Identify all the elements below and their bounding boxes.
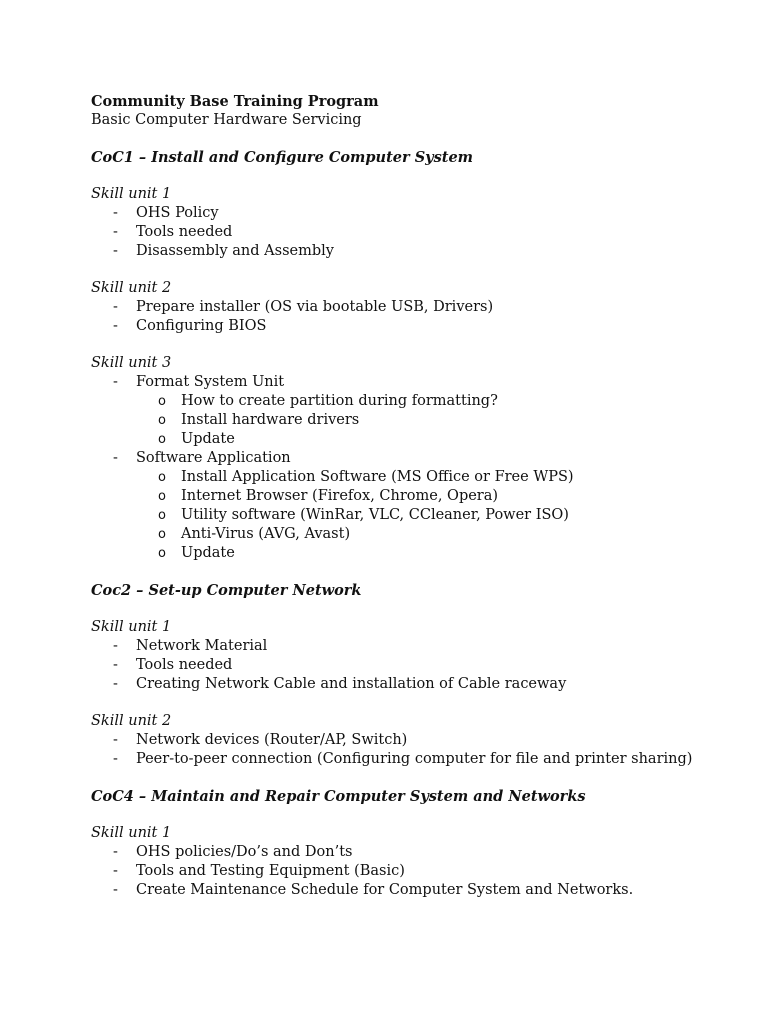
- list-item-text: Network devices (Router/AP, Switch): [136, 732, 408, 748]
- circle-bullet-icon: o: [158, 470, 166, 485]
- sub-list-item-text: Anti-Virus (AVG, Avast): [181, 526, 351, 542]
- dash-bullet-icon: -: [113, 299, 118, 315]
- list-item-text: Tools needed: [136, 224, 233, 240]
- list-item: [91, 843, 711, 862]
- sub-list-item-text: Install hardware drivers: [181, 412, 360, 428]
- document-subtitle: Basic Computer Hardware Servicing: [91, 112, 362, 128]
- sub-list-item: [136, 468, 711, 487]
- list-item: [91, 204, 711, 223]
- list-item-text: Configuring BIOS: [136, 318, 267, 334]
- list-item: [91, 675, 711, 694]
- dash-bullet-icon: -: [113, 863, 118, 879]
- sub-list-item: [136, 506, 711, 525]
- circle-bullet-icon: o: [158, 413, 166, 428]
- sub-list-item-text: Utility software (WinRar, VLC, CCleaner, Power ISO): [181, 507, 569, 523]
- list-item: [91, 862, 711, 881]
- skill-unit-label: Skill unit 1: [91, 186, 172, 202]
- dash-bullet-icon: -: [113, 751, 118, 767]
- sub-list-item: [136, 392, 711, 411]
- list-item: [91, 881, 711, 900]
- sub-list-item: [136, 487, 711, 506]
- list-item-text: OHS Policy: [136, 205, 219, 221]
- skill-item-list: [91, 731, 711, 769]
- dash-bullet-icon: -: [113, 450, 118, 466]
- list-item: [91, 317, 711, 336]
- dash-bullet-icon: -: [113, 224, 118, 240]
- list-item: [91, 731, 711, 750]
- sub-list-item-text: Internet Browser (Firefox, Chrome, Opera): [181, 488, 499, 504]
- section-heading: CoC4 – Maintain and Repair Computer System and Networks: [91, 788, 586, 805]
- circle-bullet-icon: o: [158, 508, 166, 523]
- sub-list-item: [136, 411, 711, 430]
- sub-list-item-text: Update: [181, 545, 235, 561]
- skill-unit-label: Skill unit 2: [91, 713, 172, 729]
- list-item: [91, 449, 711, 563]
- skill-item-list: [91, 204, 711, 261]
- list-item-text: Peer-to-peer connection (Configuring computer for file and printer sharing): [136, 751, 693, 767]
- sub-item-list: [136, 392, 711, 449]
- section-heading: Coc2 – Set-up Computer Network: [91, 582, 362, 599]
- list-item-text: Prepare installer (OS via bootable USB, Drivers): [136, 299, 494, 315]
- dash-bullet-icon: -: [113, 844, 118, 860]
- circle-bullet-icon: o: [158, 527, 166, 542]
- list-item: [91, 656, 711, 675]
- list-item-text: Software Application: [136, 450, 291, 466]
- list-item-text: Tools and Testing Equipment (Basic): [136, 863, 405, 879]
- sub-item-list: [136, 468, 711, 563]
- dash-bullet-icon: -: [113, 882, 118, 898]
- list-item: [91, 242, 711, 261]
- list-item-text: Create Maintenance Schedule for Computer System and Networks.: [136, 882, 634, 898]
- circle-bullet-icon: o: [158, 489, 166, 504]
- sections-container: [91, 148, 711, 900]
- list-item-text: Network Material: [136, 638, 268, 654]
- list-item-text: Creating Network Cable and installation of Cable raceway: [136, 676, 567, 692]
- dash-bullet-icon: -: [113, 638, 118, 654]
- skill-unit-label: Skill unit 3: [91, 355, 172, 371]
- list-item-text: Disassembly and Assembly: [136, 243, 334, 259]
- document-title: Community Base Training Program: [91, 93, 379, 110]
- dash-bullet-icon: -: [113, 205, 118, 221]
- skill-unit-label: Skill unit 1: [91, 825, 172, 841]
- dash-bullet-icon: -: [113, 243, 118, 259]
- sub-list-item: [136, 430, 711, 449]
- document-page: [91, 92, 711, 900]
- skill-item-list: [91, 637, 711, 694]
- sub-list-item-text: How to create partition during formatting?: [181, 393, 498, 409]
- section-heading: CoC1 – Install and Configure Computer System: [91, 149, 474, 166]
- dash-bullet-icon: -: [113, 657, 118, 673]
- list-item: [91, 298, 711, 317]
- dash-bullet-icon: -: [113, 374, 118, 390]
- sub-list-item: [136, 544, 711, 563]
- skill-item-list: [91, 298, 711, 336]
- sub-list-item: [136, 525, 711, 544]
- circle-bullet-icon: o: [158, 546, 166, 561]
- dash-bullet-icon: -: [113, 318, 118, 334]
- skill-item-list: [91, 843, 711, 900]
- dash-bullet-icon: -: [113, 732, 118, 748]
- skill-unit-label: Skill unit 2: [91, 280, 172, 296]
- sub-list-item-text: Install Application Software (MS Office or Free WPS): [181, 469, 574, 485]
- skill-unit-label: Skill unit 1: [91, 619, 172, 635]
- skill-item-list: [91, 373, 711, 563]
- list-item: [91, 223, 711, 242]
- sub-list-item-text: Update: [181, 431, 235, 447]
- list-item: [91, 637, 711, 656]
- list-item: [91, 373, 711, 449]
- list-item-text: Tools needed: [136, 657, 233, 673]
- list-item-text: OHS policies/Do’s and Don’ts: [136, 844, 353, 860]
- dash-bullet-icon: -: [113, 676, 118, 692]
- circle-bullet-icon: o: [158, 394, 166, 409]
- list-item: [91, 750, 711, 769]
- list-item-text: Format System Unit: [136, 374, 285, 390]
- circle-bullet-icon: o: [158, 432, 166, 447]
